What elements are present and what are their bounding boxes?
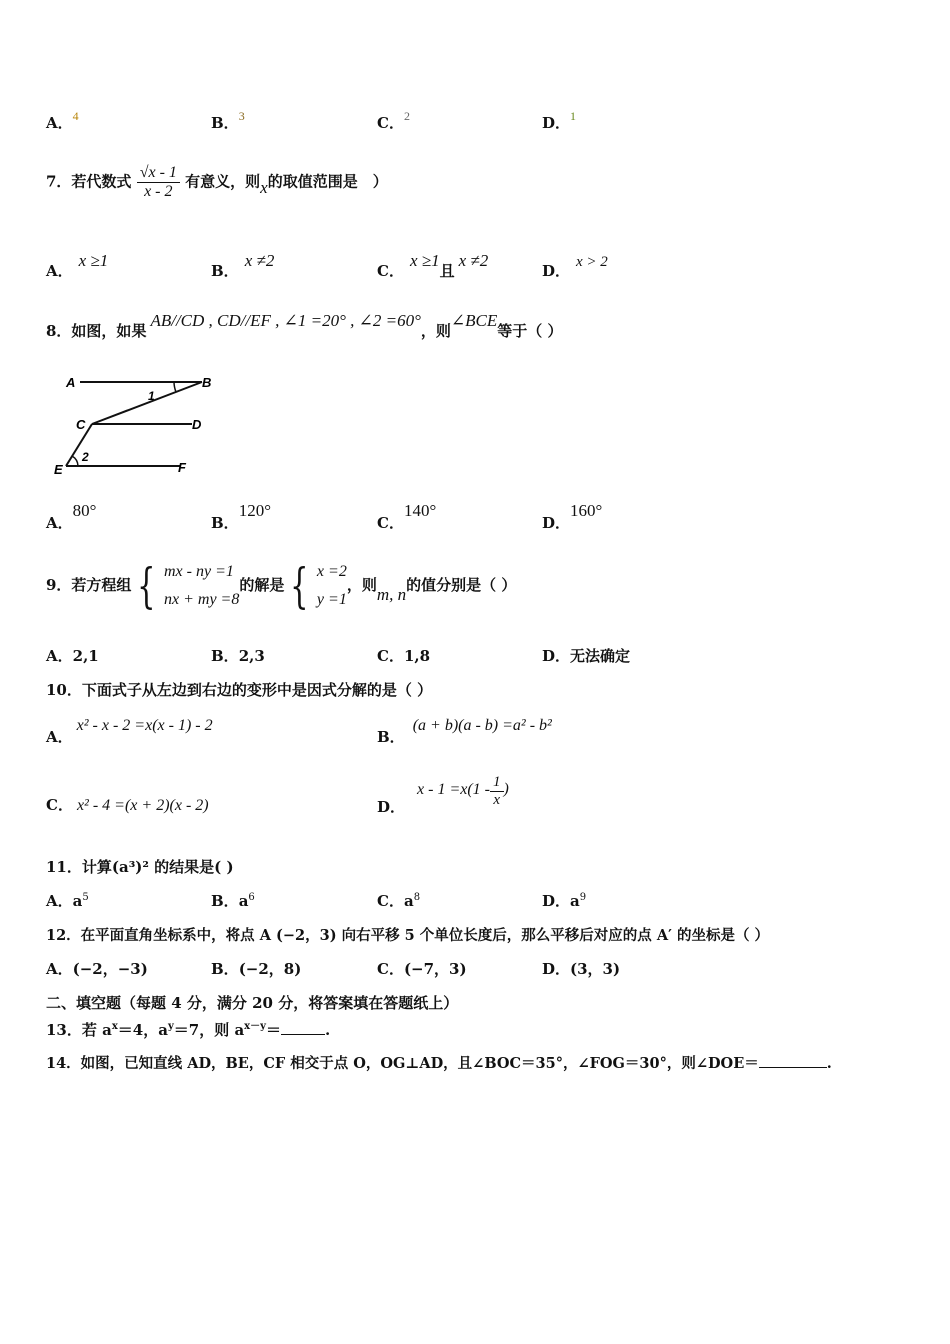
q8-figure <box>52 370 222 480</box>
q7-option-a <box>46 250 109 280</box>
q8-condition: AB//CD , CD//EF , ∠1 =20° , ∠2 =60° <box>150 311 421 330</box>
q9-mid2: ，则 <box>346 576 377 594</box>
q6-option-a <box>46 109 79 133</box>
option-label: A． <box>46 262 73 280</box>
option-value: (−7，3) <box>403 960 467 978</box>
option-value: (a + b)(a - b) =a² - b² <box>412 717 552 734</box>
option-label: C． <box>377 262 404 280</box>
q7-mid: 有意义，则 <box>185 172 261 191</box>
q7-var: x <box>260 177 268 197</box>
question-12: 12．在平面直角坐标系中，将点 A (−2，3) 向右平移 5 个单位长度后，那么平移后对应的点 A′ 的坐标是（ ） <box>46 927 770 944</box>
option-value-post: ) <box>503 780 509 798</box>
q13-t1: ＝4，a <box>117 1021 168 1039</box>
q7-option-b <box>211 250 275 280</box>
q13-exp-x: x <box>111 1021 118 1032</box>
option-value: 1,8 <box>403 647 431 665</box>
q14-answer-blank[interactable] <box>759 1067 827 1068</box>
q14-text: 14．如图，已知直线 AD，BE，CF 相交于点 O，OG⊥AD，且∠BOC＝35°，∠FOG＝30°，则∠DOE＝ <box>46 1055 759 1072</box>
q9-option-c <box>377 645 430 666</box>
question-8 <box>46 310 563 340</box>
option-value: 3 <box>238 109 245 123</box>
q11-option-b <box>211 890 255 911</box>
option-label: D． <box>542 892 571 910</box>
q10-option-a <box>46 714 213 746</box>
option-value: 2,1 <box>72 647 99 665</box>
label-angle-1: 1 <box>148 389 155 403</box>
option-value: 4 <box>72 109 79 123</box>
brace-icon: { <box>290 558 309 614</box>
option-value: x ≥1 <box>78 251 109 270</box>
q13-exp-xy: x－y <box>244 1021 266 1032</box>
brace-icon: { <box>137 558 156 614</box>
q13-pre: 13．若 a <box>46 1021 112 1039</box>
label-a: A <box>66 375 76 390</box>
option-label: D． <box>542 514 571 532</box>
q13-t2: ＝7，则 a <box>173 1021 245 1039</box>
option-value: 无法确定 <box>570 647 631 665</box>
option-base: a <box>238 892 249 910</box>
q7-denominator: x - 2 <box>144 183 173 200</box>
q9-solution <box>284 558 346 614</box>
q11-option-d <box>542 890 586 911</box>
q9-mid: 的解是 <box>239 576 285 594</box>
option-label: C． <box>377 514 404 532</box>
label-c: C <box>76 417 86 432</box>
option-exponent: 5 <box>82 892 89 903</box>
label-d: D <box>192 417 202 432</box>
option-fraction <box>490 774 504 809</box>
option-value: 2,3 <box>238 647 265 665</box>
option-value-2: x ≠2 <box>458 251 489 270</box>
option-value: 1 <box>570 109 577 123</box>
q12-option-b <box>211 958 301 979</box>
q8-option-d <box>542 500 603 532</box>
q10-option-b <box>377 714 552 746</box>
q9-prefix: 9．若方程组 <box>46 576 132 594</box>
option-label: B． <box>211 262 239 280</box>
option-exponent: 9 <box>579 892 587 903</box>
option-label: D． <box>377 797 406 816</box>
q7-suffix: 的取值范围是 ） <box>267 172 388 191</box>
question-10: 10．下面式子从左边到右边的变形中是因式分解的是（ ） <box>46 681 433 699</box>
q10-option-d <box>377 772 509 816</box>
option-label: A． <box>46 514 73 532</box>
option-conjunction: 且 <box>439 262 455 280</box>
option-value: (−2，8) <box>238 960 302 978</box>
label-f: F <box>178 460 186 475</box>
option-label: A． <box>46 960 73 978</box>
option-label: C． <box>377 892 404 910</box>
option-base: a <box>403 892 414 910</box>
option-value: 80° <box>72 501 97 520</box>
option-label: A． <box>46 647 73 665</box>
q9-eq1: mx - ny =1 <box>164 563 234 580</box>
option-label: B． <box>211 647 239 665</box>
angle-1-arc <box>174 382 176 392</box>
q9-option-b <box>211 645 265 666</box>
option-label: B． <box>211 892 239 910</box>
label-e: E <box>54 462 63 477</box>
q8-option-c <box>377 500 437 532</box>
q12-option-c <box>377 958 467 979</box>
option-base: a <box>570 892 580 910</box>
q10-option-c <box>46 794 209 815</box>
label-b: B <box>202 375 212 390</box>
q7-option-d <box>542 250 608 280</box>
q12-option-d <box>542 958 620 979</box>
q6-option-c <box>377 109 410 133</box>
line-bc <box>92 382 202 424</box>
q11-option-c <box>377 890 420 911</box>
q7-prefix: 7．若代数式 <box>46 172 132 191</box>
option-value: 120° <box>238 501 271 520</box>
q9-system <box>131 558 239 614</box>
q8-prefix: 8．如图，如果 <box>46 322 147 340</box>
section-2-title: 二、填空题（每题 4 分，满分 20 分，将答案填在答题纸上） <box>46 994 459 1012</box>
option-value: 2 <box>403 109 410 123</box>
option-label: D． <box>542 262 571 280</box>
q13-exp-y: y <box>167 1021 174 1032</box>
option-value: (3，3) <box>570 960 621 978</box>
option-label: D． <box>542 114 571 132</box>
q8-mid: ，则 <box>420 322 451 340</box>
question-11: 11．计算(a³)² 的结果是( ) <box>46 858 234 876</box>
question-7 <box>46 164 388 201</box>
option-numerator: 1 <box>490 774 504 792</box>
q7-fraction <box>137 164 180 201</box>
q9-eq2: nx + my =8 <box>164 591 240 608</box>
question-14 <box>46 1052 832 1073</box>
q14-end: . <box>826 1055 832 1072</box>
q8-suffix: 等于（ ） <box>497 322 563 340</box>
q9-suffix: 的值分别是（ ） <box>406 576 517 594</box>
option-label: A． <box>46 114 73 132</box>
option-label: C． <box>377 647 404 665</box>
option-value: x² - x - 2 =x(x - 1) - 2 <box>76 717 213 734</box>
option-value: x² - 4 =(x + 2)(x - 2) <box>76 797 209 814</box>
option-label: C． <box>377 960 404 978</box>
option-value: 160° <box>570 501 603 520</box>
q13-t3: ＝ <box>265 1021 281 1039</box>
q13-answer-blank[interactable] <box>281 1034 325 1035</box>
option-label: D． <box>542 647 571 665</box>
q6-option-d <box>542 109 577 133</box>
q8-option-b <box>211 500 271 532</box>
option-exponent: 8 <box>413 892 421 903</box>
option-value: x > 2 <box>576 254 608 270</box>
option-denominator: x <box>493 792 501 808</box>
q9-option-d <box>542 645 630 666</box>
option-value-pre: x - 1 =x(1 - <box>417 780 490 798</box>
option-value: x ≠2 <box>244 251 275 270</box>
q8-option-a <box>46 500 97 532</box>
option-label: A． <box>46 728 73 746</box>
option-label: D． <box>542 960 571 978</box>
option-label: B． <box>211 514 239 532</box>
question-9 <box>46 558 516 614</box>
q8-target: ∠BCE <box>450 311 498 330</box>
option-label: B． <box>377 728 405 746</box>
q7-option-c <box>377 250 489 280</box>
q7-numerator: √x - 1 <box>137 164 180 183</box>
option-value: (−2，−3) <box>72 960 148 978</box>
option-label: B． <box>211 114 239 132</box>
q6-option-b <box>211 109 245 133</box>
option-label: B． <box>211 960 239 978</box>
option-value: 140° <box>403 501 437 520</box>
q9-vars: m, n <box>376 585 407 604</box>
option-label: A． <box>46 892 73 910</box>
q13-end: . <box>324 1021 331 1039</box>
label-angle-2: 2 <box>82 450 89 464</box>
option-label: C． <box>46 796 73 814</box>
q11-option-a <box>46 890 89 911</box>
q12-option-a <box>46 958 148 979</box>
option-value-1: x ≥1 <box>409 251 440 270</box>
question-13 <box>46 1017 330 1040</box>
option-label: C． <box>377 114 404 132</box>
option-exponent: 6 <box>248 892 255 903</box>
q9-sol1: x =2 <box>316 563 347 580</box>
q9-sol2: y =1 <box>316 591 347 608</box>
option-base: a <box>72 892 83 910</box>
q9-option-a <box>46 645 99 666</box>
angle-2-arc <box>72 456 78 466</box>
